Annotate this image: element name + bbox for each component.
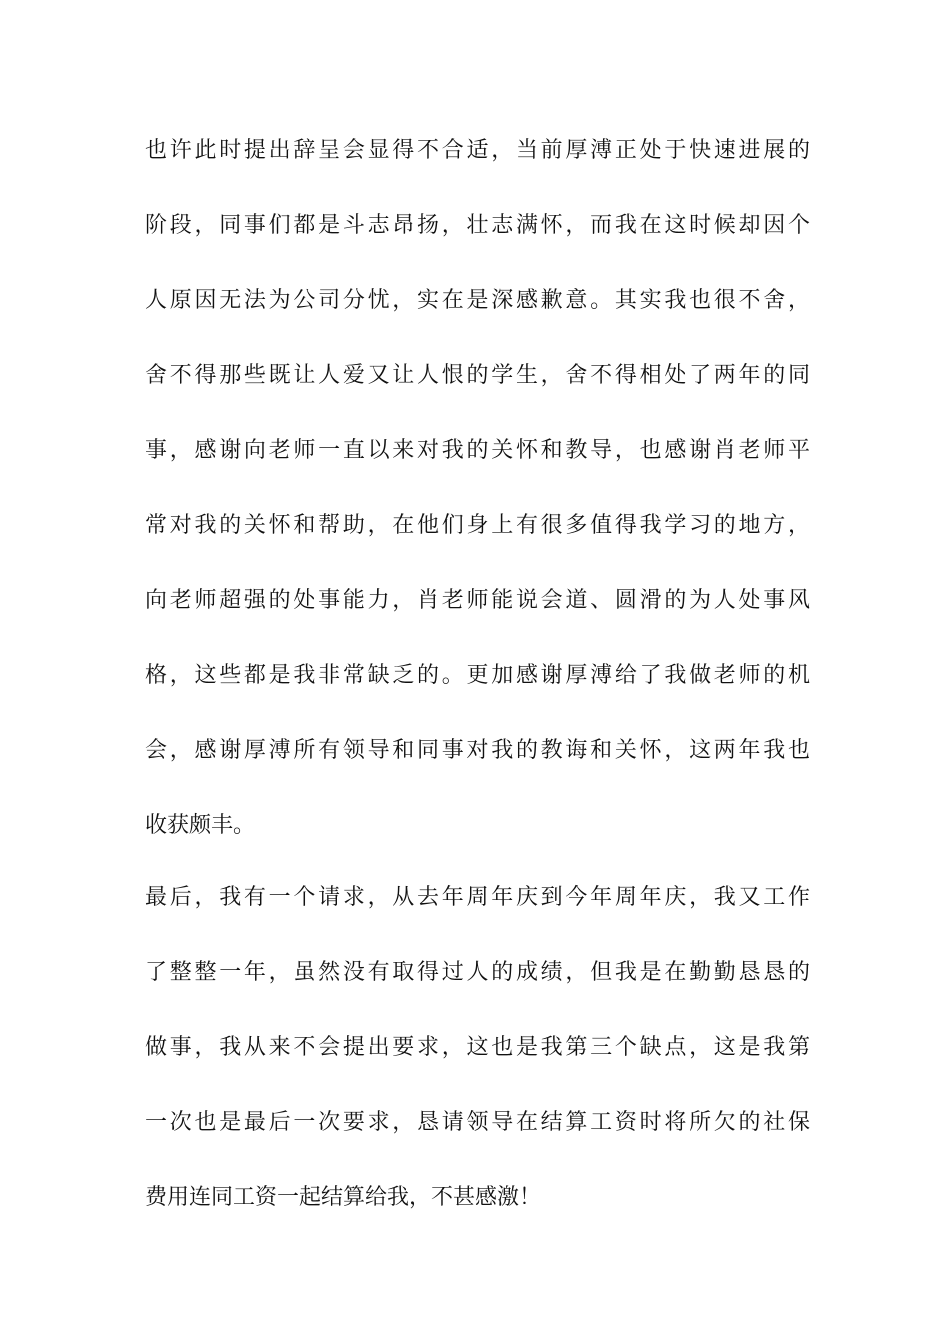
paragraph-line: 收获颇丰。 [145,813,256,838]
paragraph-line: 常对我的关怀和帮助，在他们身上有很多值得我学习的地方， [145,513,810,538]
paragraph-line: 会，感谢厚溥所有领导和同事对我的教诲和关怀，这两年我也 [145,738,810,763]
paragraph-line: 舍不得那些既让人爱又让人恨的学生，舍不得相处了两年的同 [145,363,810,388]
paragraph-line: 了整整一年，虽然没有取得过人的成绩，但我是在勤勤恳恳的 [145,960,810,985]
paragraph-line: 人原因无法为公司分忧，实在是深感歉意。其实我也很不舍， [145,288,810,313]
paragraph-line: 事，感谢向老师一直以来对我的关怀和教导，也感谢肖老师平 [145,438,810,463]
paragraph-line: 做事，我从来不会提出要求，这也是我第三个缺点，这是我第 [145,1035,810,1060]
paragraph-line: 格，这些都是我非常缺乏的。更加感谢厚溥给了我做老师的机 [145,663,810,688]
paragraph-line: 向老师超强的处事能力，肖老师能说会道、圆滑的为人处事风 [145,588,810,613]
paragraph-line: 最后，我有一个请求，从去年周年庆到今年周年庆，我又工作 [145,885,810,910]
paragraph-line: 也许此时提出辞呈会显得不合适，当前厚溥正处于快速进展的 [145,138,810,163]
paragraph-line: 阶段，同事们都是斗志昂扬，壮志满怀，而我在这时候却因个 [145,213,810,238]
paragraph-line: 费用连同工资一起结算给我，不甚感激！ [145,1185,542,1210]
paragraph-line: 一次也是最后一次要求，恳请领导在结算工资时将所欠的社保 [145,1110,810,1135]
